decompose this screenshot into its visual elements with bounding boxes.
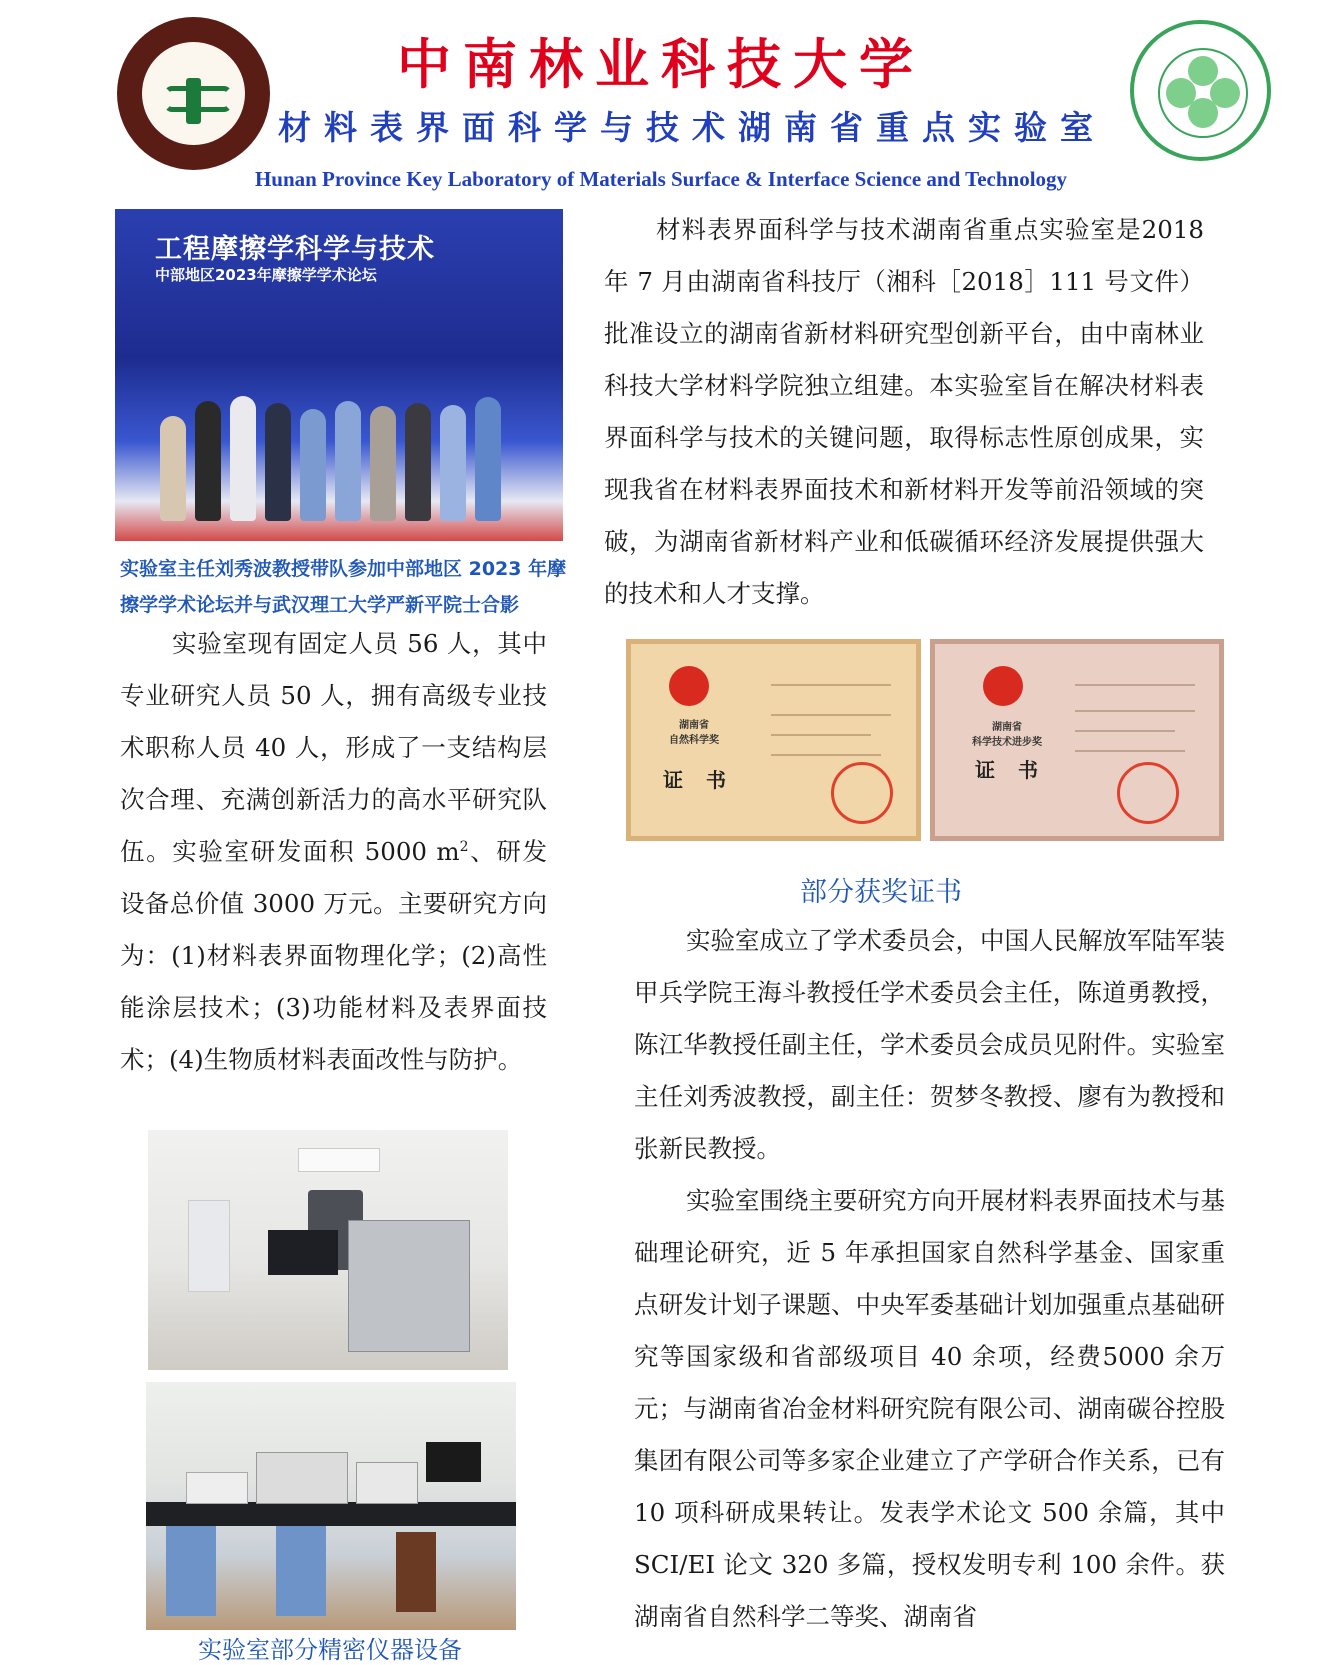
staff-paragraph-part2: 、研发设备总价值 3000 万元。主要研究方向为：(1)材料表界面物理化学；(2)高性能涂层技术；(3)功能材料及表界面技术；(4)生物质材料表面改性与防护。 (120, 837, 547, 1074)
forum-group-photo (115, 209, 563, 541)
university-title: 中南林业科技大学 (397, 33, 925, 96)
equipment-caption: 实验室部分精密仪器设备 (198, 1636, 462, 1664)
staff-paragraph (120, 618, 547, 1086)
square-superscript: 2 (459, 838, 469, 855)
cert2-word: 证 书 (975, 758, 1046, 782)
lab-title-en: Hunan Province Key Laboratory of Materials Surface & Interface Science and Technology (254, 167, 1068, 191)
electron-microscope-photo (148, 1130, 508, 1370)
sci-tech-progress-award-certificate (930, 639, 1224, 841)
cert2-title: 湖南省 科学技术进步奖 (972, 722, 1042, 748)
intro-paragraph: 材料表界面科学与技术湖南省重点实验室是2018 年 7 月由湖南省科技厅（湘科［2018］111 号文件）批准设立的湖南省新材料研究型创新平台，由中南林业科技大学材料学院独立组建。本实验室旨在解决材料表界面科学与技术的关键问题，取得标志性原创成果，实现我省在材料表界面技术和新材料开发等前沿领域的突破，为湖南省新材料产业和低碳循环经济发展提供强大的技术和人才支撑。 (604, 215, 1204, 608)
forum-banner-title: 工程摩擦学科学与技术 (155, 234, 435, 265)
group-of-people (155, 381, 533, 521)
committee-paragraph: 实验室成立了学术委员会，中国人民解放军陆军装甲兵学院王海斗教授任学术委员会主任，陈道勇教授，陈江华教授任副主任，学术委员会成员见附件。实验室主任刘秀波教授，副主任：贺梦冬教授、廖有为教授和张新民教授。 (634, 926, 1225, 1163)
cert1-word: 证 书 (663, 768, 734, 792)
natural-science-award-certificate (626, 639, 921, 841)
laboratory-instruments-photo (146, 1382, 516, 1630)
lab-title-cn: 材料表界面科学与技术湖南省重点实验室 (278, 108, 1106, 147)
certificates-caption: 部分获奖证书 (800, 877, 962, 908)
cert1-title: 湖南省 自然科学奖 (669, 720, 719, 746)
research-paragraph: 实验室围绕主要研究方向开展材料表界面技术与基础理论研究，近 5 年承担国家自然科学基金、国家重点研发计划子课题、中央军委基础计划加强重点基础研究等国家级和省部级项目 40 余项，经费5000 余万元；与湖南省冶金材料研究院有限公司、湖南碳谷控股集团有限公司等多家企业建立了产学研合作关系，已有 10 项科研成果转让。发表学术论文 500 余篇，其中 SCI/EI 论文 320 多篇，授权发明专利 100 余件。获湖南省自然科学二等奖、湖南省 (634, 1186, 1225, 1631)
forum-photo-caption: 实验室主任刘秀波教授带队参加中部地区 2023 年摩擦学学术论坛并与武汉理工大学严新平院士合影 (120, 558, 567, 616)
staff-paragraph-part1: 实验室现有固定人员 56 人，其中专业研究人员 50 人，拥有高级专业技术职称人员 40 人，形成了一支结构层次合理、充满创新活力的高水平研究队伍。实验室研发面积 5000 m (120, 629, 547, 866)
forum-banner-subtitle: 中部地区2023年摩擦学学术论坛 (155, 266, 377, 284)
